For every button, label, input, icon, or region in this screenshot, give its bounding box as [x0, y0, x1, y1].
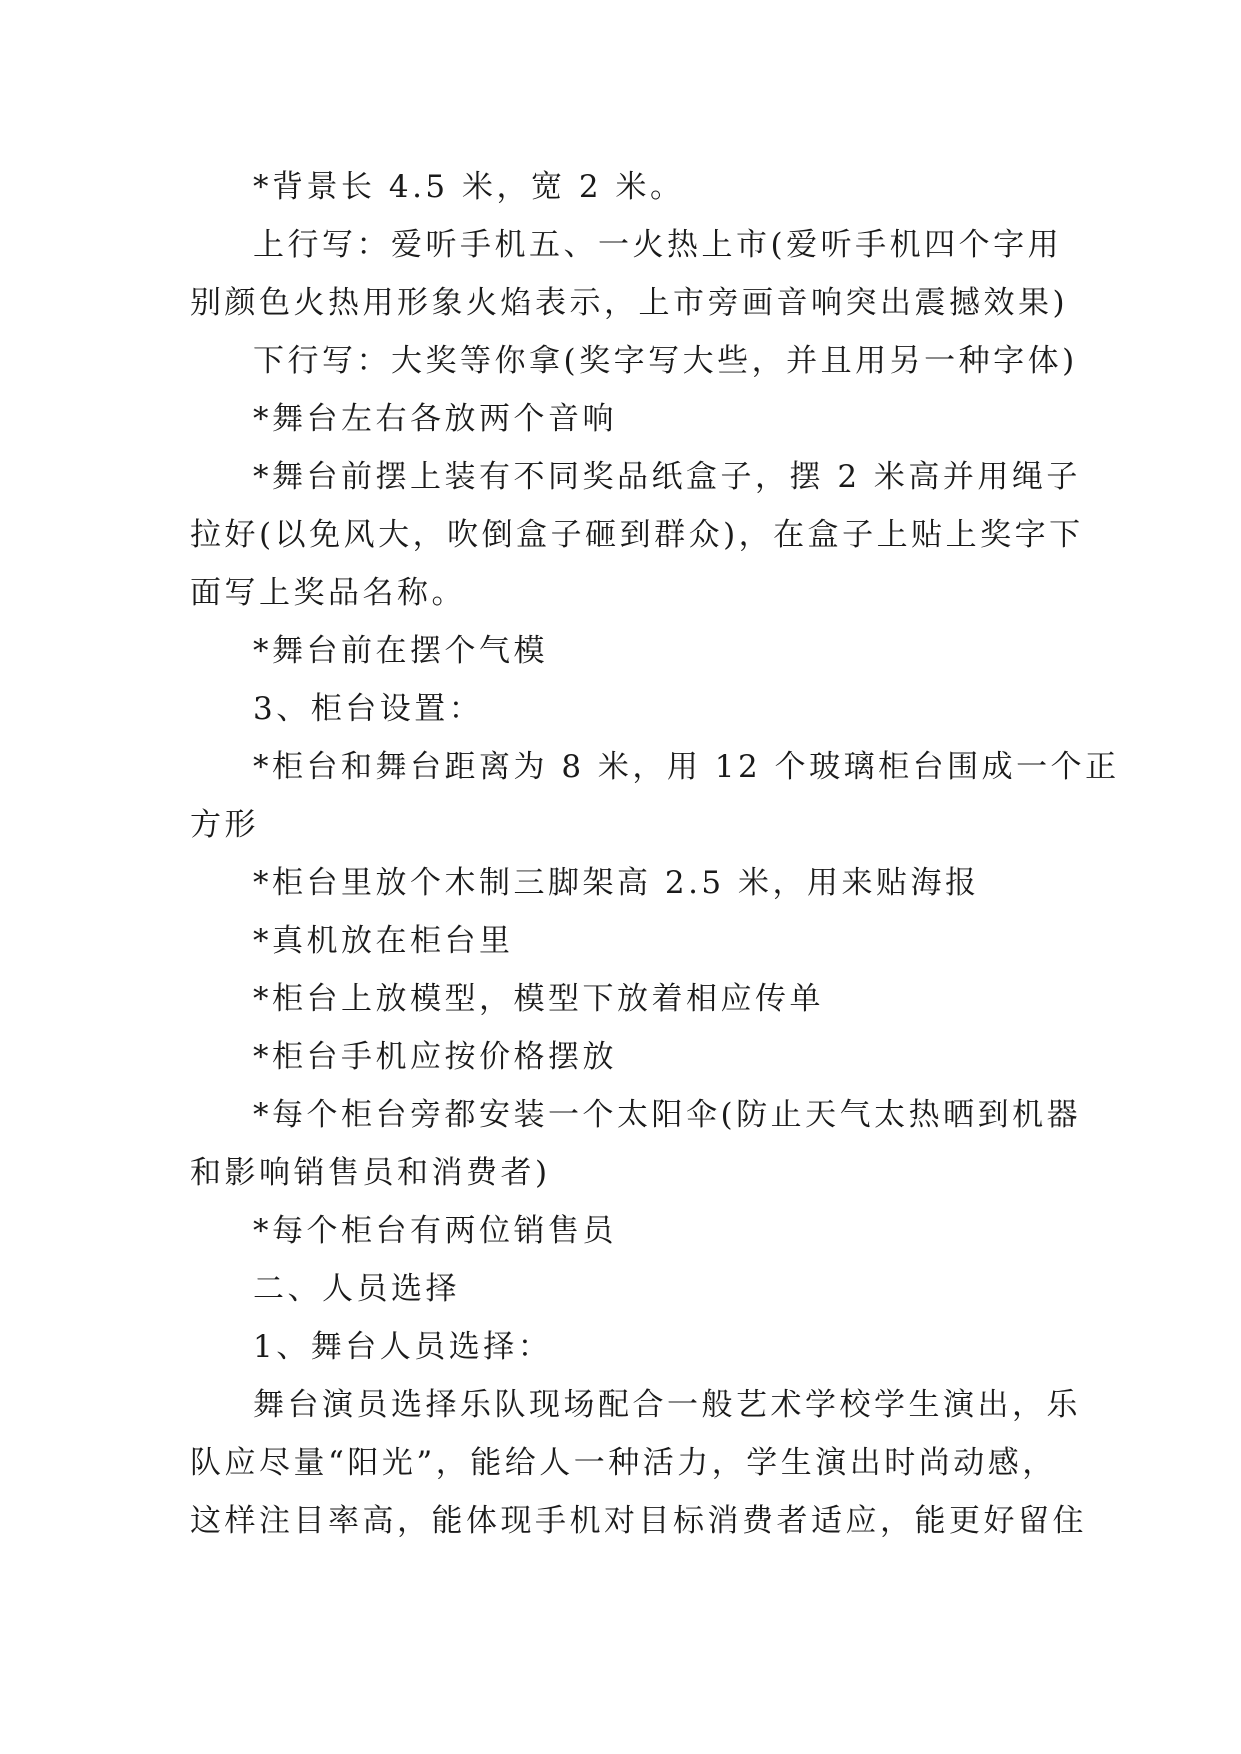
- subsection-heading: 1、舞台人员选择：: [253, 1329, 553, 1365]
- text-line: *每个柜台旁都安装一个太阳伞(防止天气太热晒到机器: [253, 1097, 1082, 1133]
- text-line: 方形: [190, 807, 259, 843]
- text-line: 队应尽量“阳光”，能给人一种活力，学生演出时尚动感，: [190, 1445, 1057, 1481]
- text-line: 和影响销售员和消费者): [190, 1155, 551, 1191]
- text-line: 别颜色火热用形象火焰表示，上市旁画音响突出震撼效果): [190, 285, 1069, 321]
- document-body: [190, 158, 1120, 1550]
- text-line: *柜台手机应按价格摆放: [253, 1039, 617, 1075]
- text-line: *柜台上放模型，模型下放着相应传单: [253, 981, 824, 1017]
- text-line: *舞台前摆上装有不同奖品纸盒子，摆 2 米高并用绳子: [253, 459, 1081, 495]
- text-line: 上行写：爱听手机五、一火热上市(爱听手机四个字用: [253, 227, 1063, 263]
- text-line: 舞台演员选择乐队现场配合一般艺术学校学生演出，乐: [253, 1387, 1081, 1423]
- text-line: 拉好(以免风大，吹倒盒子砸到群众)，在盒子上贴上奖字下: [190, 517, 1084, 553]
- section-heading: 二、人员选择: [253, 1271, 460, 1307]
- text-line: *每个柜台有两位销售员: [253, 1213, 617, 1249]
- text-line: *柜台里放个木制三脚架高 2.5 米，用来贴海报: [253, 865, 980, 901]
- text-line: *舞台前在摆个气模: [253, 633, 548, 669]
- text-line: *舞台左右各放两个音响: [253, 401, 617, 437]
- text-line: *背景长 4.5 米，宽 2 米。: [253, 169, 685, 205]
- text-line: 这样注目率高，能体现手机对目标消费者适应，能更好留住: [190, 1503, 1087, 1539]
- text-line: 面写上奖品名称。: [190, 575, 466, 611]
- text-line: *真机放在柜台里: [253, 923, 514, 959]
- text-line: *柜台和舞台距离为 8 米，用 12 个玻璃柜台围成一个正: [253, 749, 1120, 785]
- text-line: 下行写：大奖等你拿(奖字写大些，并且用另一种字体): [253, 343, 1078, 379]
- text-line: 3、柜台设置：: [253, 691, 484, 727]
